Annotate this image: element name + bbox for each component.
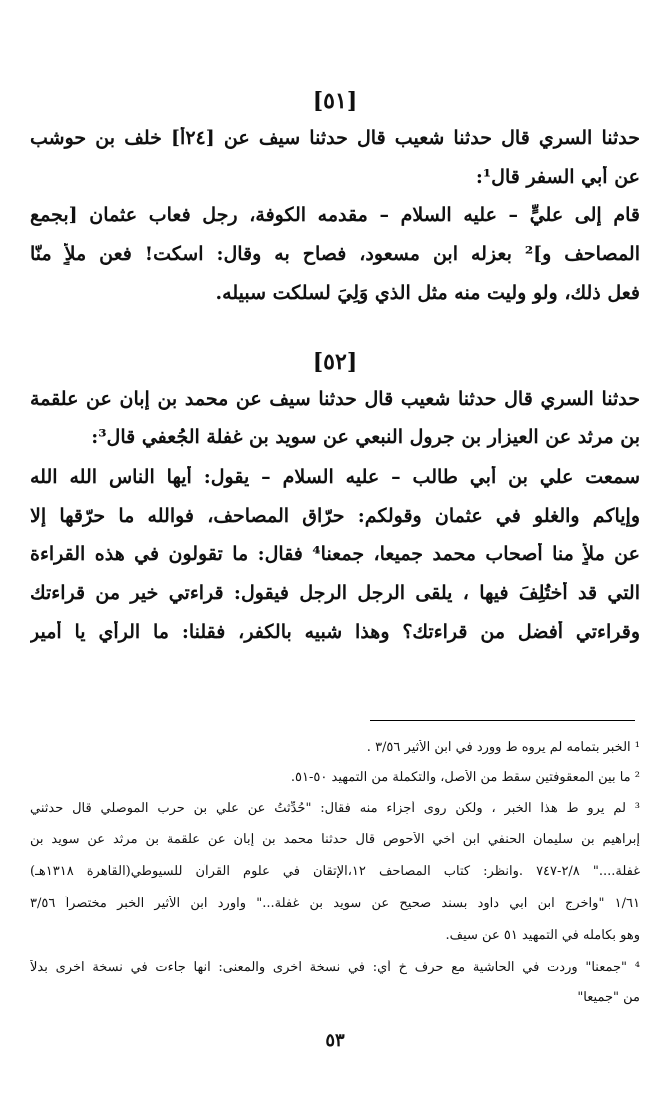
- footnote: ١/٦١ "واخرج ابن ابي داود بسند صحيح عن سويد بن غفلة..." واورد ابن الأثير الخبر مختصراً ٣/٥٦: [30, 896, 640, 911]
- footnote: إبراهيم بن سليمان الحنفي ابن أخي الأحوص قال حدثنا محمد بن إبان عن علقمة بن مرثد عن سويد بن: [30, 832, 640, 847]
- body-line: عن ملأٍ منا أصحاب محمد جميعا، جمعنا⁴ فقال: ما تقولون في هذه القراءة: [30, 543, 640, 565]
- body-line: سمعت علي بن أبي طالب – عليه السلام – يقول: أيها الناس الله الله: [30, 466, 640, 488]
- body-line: قام إلى عليٍّ – عليه السلام – مقدمه الكوفة، رجل فعاب عثمان [بجمع: [30, 204, 640, 226]
- isnad-line: حدثنا السري قال حدثنا شعيب قال حدثنا سيف عن [٢٤أ] خلف بن حوشب: [30, 127, 640, 149]
- footnote: ⁴ "جمعنا" وردت في الحاشية مع حرف خ أي: في نسخة اخرى والمعنى: انها جاءت في نسخة اخرى بدلاً: [30, 960, 640, 975]
- footnote: وهو بكامله في التمهيد ٥١ عن سيف.: [445, 928, 640, 943]
- body-line: فعل ذلك، ولو وليت منه مثل الذي وَلِيَ لسلكت سبيله.: [215, 282, 640, 304]
- isnad-line: عن أبي السفر قال¹:: [475, 166, 640, 188]
- footnote-divider: [370, 720, 635, 721]
- body-line: المصاحف و]² بعزله ابن مسعود، فصاح به وقال: اسكت! فعن ملأٍ منّا: [30, 243, 640, 265]
- body-line: التي قد أُختُلِفَ فيها ، يلقى الرجل الرجل فيقول: قراءتي خير من قراءتك: [30, 582, 640, 604]
- section-number: [٥١]: [312, 88, 358, 114]
- footnote: ¹ الخبر بتمامه لم يروه ط وورد في ابن الأثير ٣/٥٦ .: [366, 740, 640, 755]
- footnote: ³ لم يرو ط هذا الخبر ، ولكن روى أجزاء منه فقال: "حُدِّثتُ عن علي بن حرب الموصلي قال حدثني: [30, 801, 640, 816]
- footnote: ² ما بين المعقوفتين سقط من الأصل، والتكملة من التمهيد ٥٠-٥١.: [290, 770, 640, 785]
- isnad-line: حدثنا السري قال حدثنا شعيب قال حدثنا سيف عن محمد بن إبان عن علقمة: [30, 388, 640, 410]
- footnote: غفلة...." ٢/٨-٧٤٧ .وانظر: كتاب المصاحف ١٢،الإتقان في علوم القرآن للسيوطي(القاهرة ١٣١٨هـ): [30, 864, 640, 879]
- body-line: وإياكم والغلو في عثمان وقولكم: حرّاق المصاحف، فوالله ما حرّقها إلا: [30, 505, 640, 527]
- body-line: وقراءتي أفضل من قراءتك؟ وهذا شبيه بالكفر، فقلنا: ما الرأي يا أمير: [30, 621, 640, 643]
- footnote: من "جميعا": [577, 990, 640, 1005]
- page-number: ٥٣: [325, 1030, 345, 1051]
- isnad-line: بن مرثد عن العيزار بن جرول النبعي عن سويد بن غفلة الجُعفي قال³:: [91, 426, 640, 448]
- section-number: [٥٢]: [312, 349, 358, 375]
